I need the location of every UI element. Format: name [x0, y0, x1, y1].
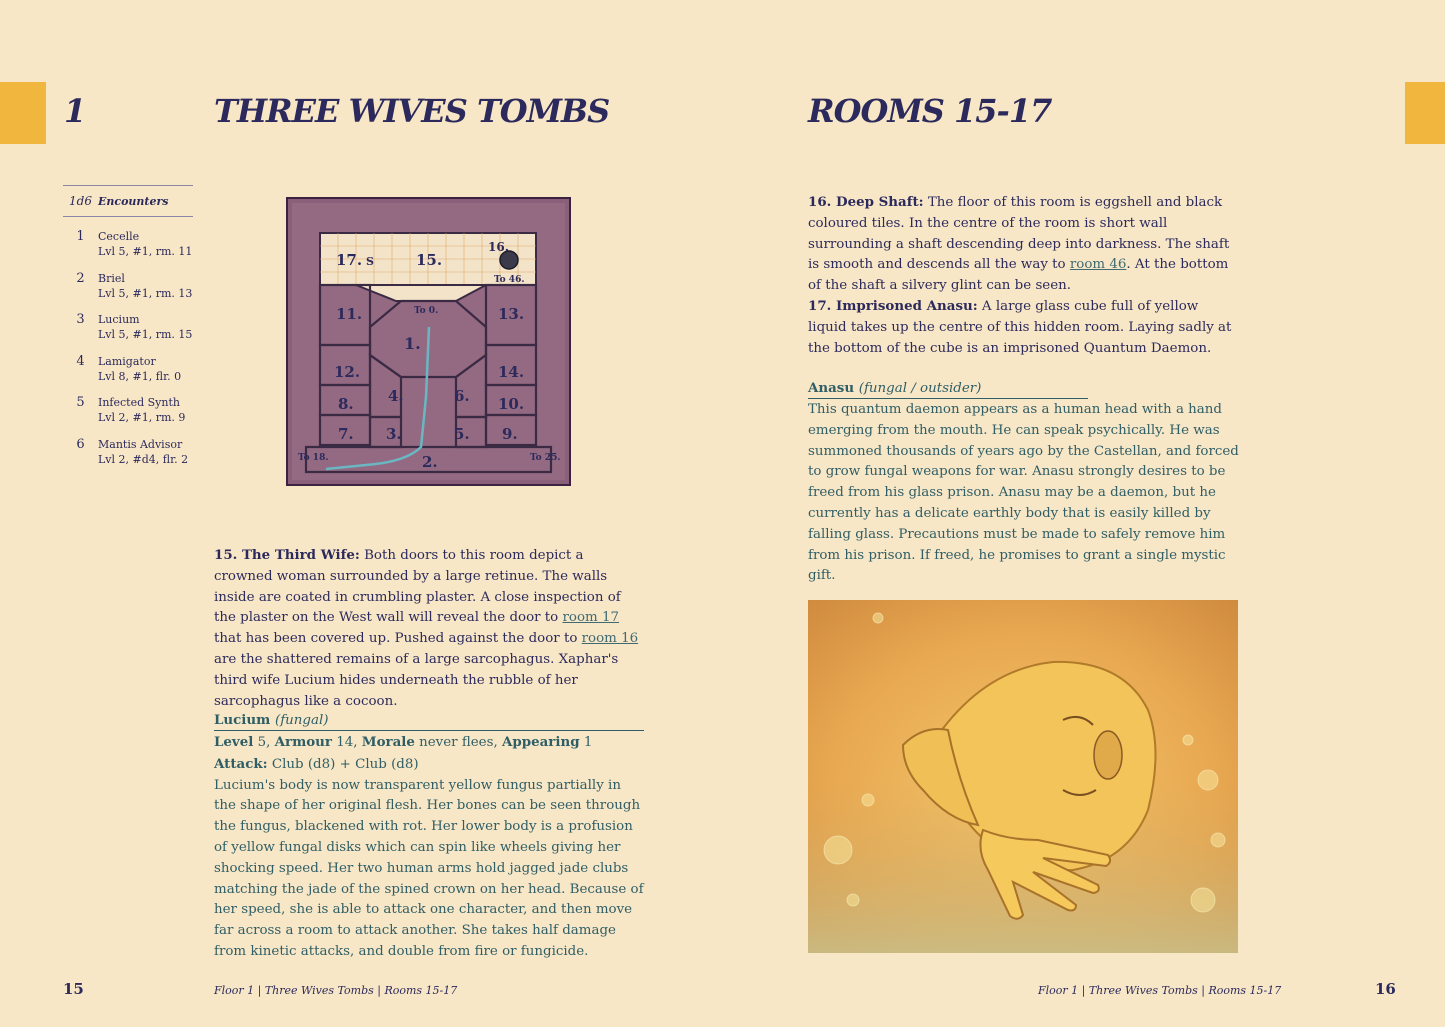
armour-label: Armour [274, 734, 332, 750]
encounter-name: Lamigator [98, 354, 156, 368]
map-label-to25: To 25. [530, 453, 561, 463]
encounter-entry [98, 354, 181, 396]
map-label-2: 2. [422, 453, 438, 471]
room-15-description [214, 545, 644, 712]
encounter-entry [98, 271, 192, 313]
page-title-left: THREE WIVES TOMBS [214, 92, 610, 130]
room-16-description [808, 192, 1240, 297]
room-16-link[interactable]: room 16 [581, 631, 639, 647]
map-label-7: 7. [338, 425, 354, 443]
map-label-to18: To 18. [298, 453, 329, 463]
lucium-name: Lucium [214, 712, 271, 728]
encounter-entry [98, 437, 188, 479]
anasu-name: Anasu [808, 380, 855, 396]
encounter-number: 3 [76, 312, 85, 327]
encounter-stats: Lvl 5, #1, rm. 15 [98, 328, 193, 341]
footer-left: Floor 1 | Three Wives Tombs | Rooms 15-17 [214, 984, 458, 997]
morale-label: Morale [361, 734, 415, 750]
map-label-3: 3. [386, 425, 402, 443]
encounter-number: 2 [76, 270, 85, 286]
footer-right: Floor 1 | Three Wives Tombs | Rooms 15-17 [1038, 984, 1282, 997]
room-16-text-2: . At the bottom of the shaft a silvery glint can be seen. [808, 257, 1229, 294]
encounter-row [63, 312, 193, 354]
page-tab-right [1405, 82, 1445, 144]
attack-label: Attack: [214, 755, 268, 772]
encounter-stats: Lvl 5, #1, rm. 11 [98, 245, 193, 258]
die-header: 1d6 [69, 194, 92, 208]
morale-value: never flees, [414, 735, 502, 750]
map-label-16: 16. [488, 240, 509, 254]
anasu-stat-block [808, 379, 1240, 587]
map-label-1: 1. [404, 334, 421, 353]
room-15-text-3: are the shattered remains of a large sarcophagus. Xaphar's third wife Lucium hides underneath the rubble of her sarcophagus like a cocoon. [214, 651, 619, 709]
lucium-stats [214, 732, 644, 754]
lucium-attack [214, 754, 644, 776]
encounter-table-header [63, 185, 193, 217]
room-15-text-2: that has been covered up. Pushed against the door to [214, 631, 582, 647]
map-label-13: 13. [498, 305, 525, 323]
lucium-description: Lucium's body is now transparent yellow fungus partially in the shape of her original flesh. Her bones can be seen through the fungus, blackened with rot. Her lower body is a profusion of yellow fungal disks which can spin like wheels giving her shocking speed. Her two human arms hold jagged jade clubs matching the jade of the spined crown on her head. Because of her speed, she is able to attack one character, and then move far across a room to attack another. She takes half damage from kinetic attacks, and double from fire or fungicide. [214, 777, 644, 959]
map-label-10: 10. [498, 395, 525, 413]
map-label-to0: To 0. [414, 306, 439, 316]
encounter-row [63, 437, 193, 479]
encounter-name: Lucium [98, 313, 140, 326]
encounters-header: Encounters [98, 194, 169, 208]
floor-number: 1 [64, 92, 86, 130]
lucium-type: (fungal) [274, 713, 329, 728]
encounter-stats: Lvl 2, #d4, flr. 2 [98, 452, 189, 466]
room-46-link[interactable]: room 46 [1069, 257, 1127, 273]
map-label-to46: To 46. [494, 275, 525, 285]
encounter-row [63, 229, 193, 271]
map-label-17: 17. [336, 251, 363, 269]
encounter-stats: Lvl 5, #1, rm. 13 [98, 286, 193, 300]
lucium-header [214, 711, 644, 731]
room-17-description [808, 296, 1240, 359]
map-label-9: 9. [502, 425, 518, 443]
encounter-number: 5 [76, 395, 85, 410]
encounter-stats: Lvl 2, #1, rm. 9 [98, 411, 186, 424]
encounter-row [63, 271, 193, 313]
armour-value: 14, [331, 735, 362, 750]
page-number-right: 16 [1375, 980, 1396, 998]
room-17-label: 17. Imprisoned Anasu: [808, 298, 978, 314]
encounter-row [63, 395, 193, 437]
map-label-8: 8. [338, 395, 354, 413]
anasu-type: (fungal / outsider) [858, 381, 982, 396]
level-value: 5, [253, 735, 275, 750]
encounter-name: Cecelle [98, 230, 140, 243]
encounter-number: 6 [76, 436, 85, 452]
appearing-value: 1 [579, 735, 593, 750]
dungeon-map [286, 197, 571, 486]
room-15-text-1: Both doors to this room depict a crowned woman surrounded by a large retinue. The walls inside are coated in crumbling plaster. A close inspection of the plaster on the West wall will reveal the door to [214, 548, 621, 626]
room-16-label: 16. Deep Shaft: [808, 194, 924, 210]
anasu-header [808, 379, 1088, 399]
map-label-5: 5. [454, 425, 470, 443]
map-label-secret: S [366, 255, 374, 268]
map-label-11: 11. [336, 305, 363, 323]
encounter-name: Mantis Advisor [98, 437, 183, 451]
map-label-4: 4. [388, 387, 404, 405]
page-title-right: ROOMS 15-17 [808, 92, 1052, 130]
appearing-label: Appearing [502, 734, 580, 750]
encounter-name: Infected Synth [98, 396, 180, 409]
room-15-label: 15. The Third Wife: [214, 547, 360, 563]
anasu-description: This quantum daemon appears as a human head with a hand emerging from the mouth. He can speak psychically. He was summoned thousands of years ago by the Castellan, and forced to grow fungal weapons for war. Anasu strongly desires to be freed from his glass prison. Anasu may be a daemon, but he currently has a delicate earthly body that is easily killed by falling glass. Precautions must be made to safely remove him from his prison. If freed, he promises to grant a single mystic gift. [808, 402, 1239, 584]
room-17-link[interactable]: room 17 [562, 610, 620, 626]
encounter-entry [98, 229, 192, 271]
encounter-row [63, 354, 193, 396]
anasu-illustration [808, 600, 1238, 953]
map-label-15: 15. [416, 251, 443, 269]
map-label-14: 14. [498, 363, 525, 381]
room-17-text: A large glass cube full of yellow liquid takes up the centre of this hidden room. Laying sadly at the bottom of the cube is an imprisoned Quantum Daemon. [808, 299, 1232, 356]
page-number-left: 15 [63, 980, 84, 998]
map-label-6: 6. [454, 387, 470, 405]
encounter-table [63, 185, 193, 478]
encounter-stats: Lvl 8, #1, flr. 0 [98, 369, 182, 383]
encounter-entry [98, 395, 185, 437]
map-label-12: 12. [334, 363, 361, 381]
lucium-stat-block [214, 711, 644, 963]
encounter-name: Briel [98, 271, 125, 285]
attack-value: Club (d8) + Club (d8) [267, 756, 419, 772]
encounter-entry [98, 312, 192, 354]
encounter-list [63, 229, 193, 478]
level-label: Level [214, 734, 254, 750]
encounter-number: 4 [76, 353, 85, 369]
room-16-text-1: The floor of this room is eggshell and black coloured tiles. In the centre of the room is short wall surrounding a shaft descending deep into darkness. The shaft is smooth and descends all the way to [808, 195, 1230, 273]
encounter-number: 1 [76, 229, 85, 244]
page-tab-left [0, 82, 46, 144]
